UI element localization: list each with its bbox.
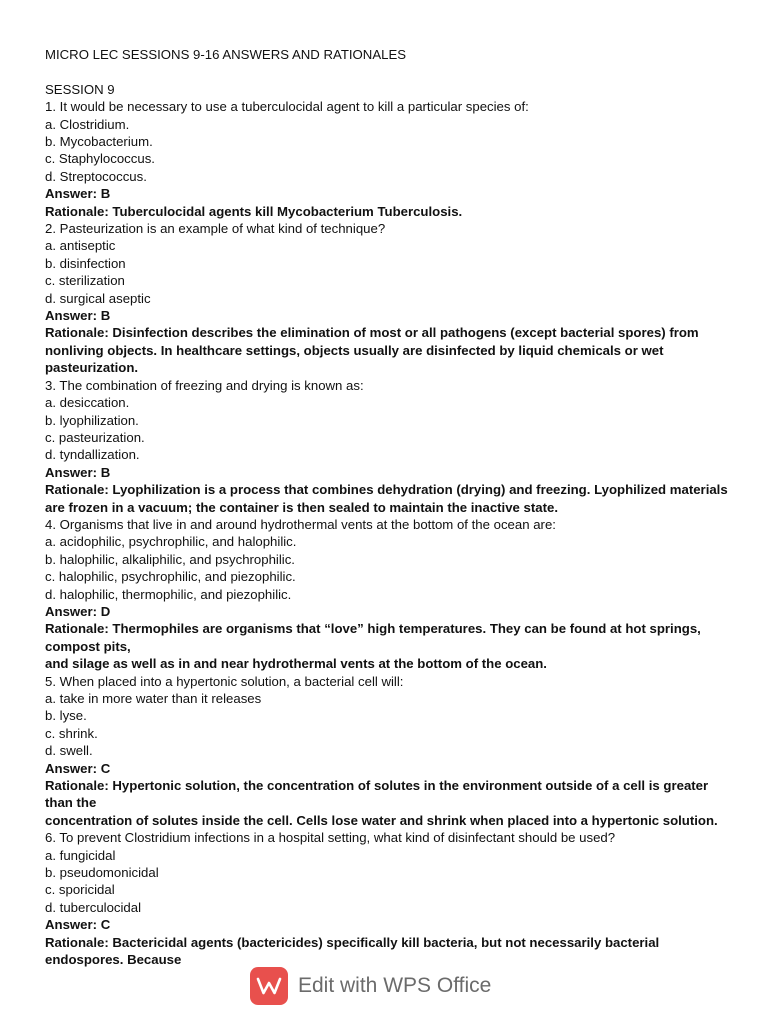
edit-with-wps-banner[interactable] <box>250 965 491 1007</box>
answer-line: Answer: B <box>45 186 111 202</box>
text-line: c. Staphylococcus. <box>45 151 155 167</box>
text-line: SESSION 9 <box>45 81 115 97</box>
text-line: a. desiccation. <box>45 395 130 411</box>
answer-line: Rationale: Thermophiles are organisms that “love” high temperatures. They can be found at hot springs, compost pits, <box>45 621 701 654</box>
text-line: b. lyse. <box>45 708 87 724</box>
text-line: b. halophilic, alkaliphilic, and psychrophilic. <box>45 551 295 567</box>
document-title: MICRO LEC SESSIONS 9-16 ANSWERS AND RATIONALES <box>45 47 407 62</box>
answer-line: Rationale: Bactericidal agents (bactericides) specifically kill bacteria, but not necessarily bacterial endospores. Because <box>45 934 660 968</box>
text-line: 1. It would be necessary to use a tuberculocidal agent to kill a particular species of: <box>45 99 529 115</box>
text-line: d. tyndallization. <box>45 447 140 463</box>
text-line: c. pasteurization. <box>45 429 145 445</box>
text-line: 6. To prevent Clostridium infections in a hospital setting, what kind of disinfectant should be used? <box>45 830 616 846</box>
text-line: d. halophilic, thermophilic, and piezophilic. <box>45 586 292 602</box>
answer-line: Answer: B <box>45 464 111 480</box>
text-line: a. acidophilic, psychrophilic, and halophilic. <box>45 534 297 550</box>
text-line: d. Streptococcus. <box>45 168 147 184</box>
answer-line: Rationale: Disinfection describes the elimination of most or all pathogens (except bacterial spores) from nonliving objects. In healthcare settings, objects usually are disinfected by liquid chemicals or wet pasteurization. <box>45 325 699 376</box>
document-lines <box>45 81 735 969</box>
text-line: 5. When placed into a hypertonic solution, a bacterial cell will: <box>45 673 404 689</box>
document-body <box>45 46 735 969</box>
answer-line: Rationale: Tuberculocidal agents kill Mycobacterium Tuberculosis. <box>45 203 463 219</box>
text-line: 2. Pasteurization is an example of what kind of technique? <box>45 221 386 237</box>
text-line: a. antiseptic <box>45 238 116 254</box>
text-line: c. halophilic, psychrophilic, and piezophilic. <box>45 569 296 585</box>
text-line: c. sporicidal <box>45 882 115 898</box>
answer-line: concentration of solutes inside the cell. Cells lose water and shrink when placed into a hypertonic solution. <box>45 812 718 828</box>
answer-line: Answer: C <box>45 760 111 776</box>
text-line: b. lyophilization. <box>45 412 139 428</box>
text-line: b. Mycobacterium. <box>45 134 153 150</box>
answer-line: Answer: D <box>45 603 111 619</box>
text-line: 4. Organisms that live in and around hydrothermal vents at the bottom of the ocean are: <box>45 516 556 532</box>
text-line: c. sterilization <box>45 273 125 289</box>
text-line: a. fungicidal <box>45 847 116 863</box>
wps-logo-icon <box>250 967 288 1005</box>
text-line: a. take in more water than it releases <box>45 691 262 707</box>
text-line: d. swell. <box>45 743 93 759</box>
blank-line <box>45 63 735 80</box>
text-line: b. pseudomonicidal <box>45 865 159 881</box>
text-line: d. surgical aseptic <box>45 290 151 306</box>
answer-line: Rationale: Lyophilization is a process that combines dehydration (drying) and freezing. Lyophilized materials are frozen in a vacuum; the container is then sealed to maintain the inactive state. <box>45 482 728 515</box>
answer-line: Answer: B <box>45 308 111 324</box>
text-line: b. disinfection <box>45 255 126 271</box>
wps-banner-label: Edit with WPS Office <box>298 974 492 997</box>
text-line: a. Clostridium. <box>45 116 130 132</box>
text-line: 3. The combination of freezing and drying is known as: <box>45 377 364 393</box>
text-line: c. shrink. <box>45 725 98 741</box>
answer-line: Rationale: Hypertonic solution, the concentration of solutes in the environment outside of a cell is greater than the <box>45 778 709 811</box>
text-line: d. tuberculocidal <box>45 899 142 915</box>
answer-line: Answer: C <box>45 917 111 933</box>
answer-line: and silage as well as in and near hydrothermal vents at the bottom of the ocean. <box>45 656 547 672</box>
